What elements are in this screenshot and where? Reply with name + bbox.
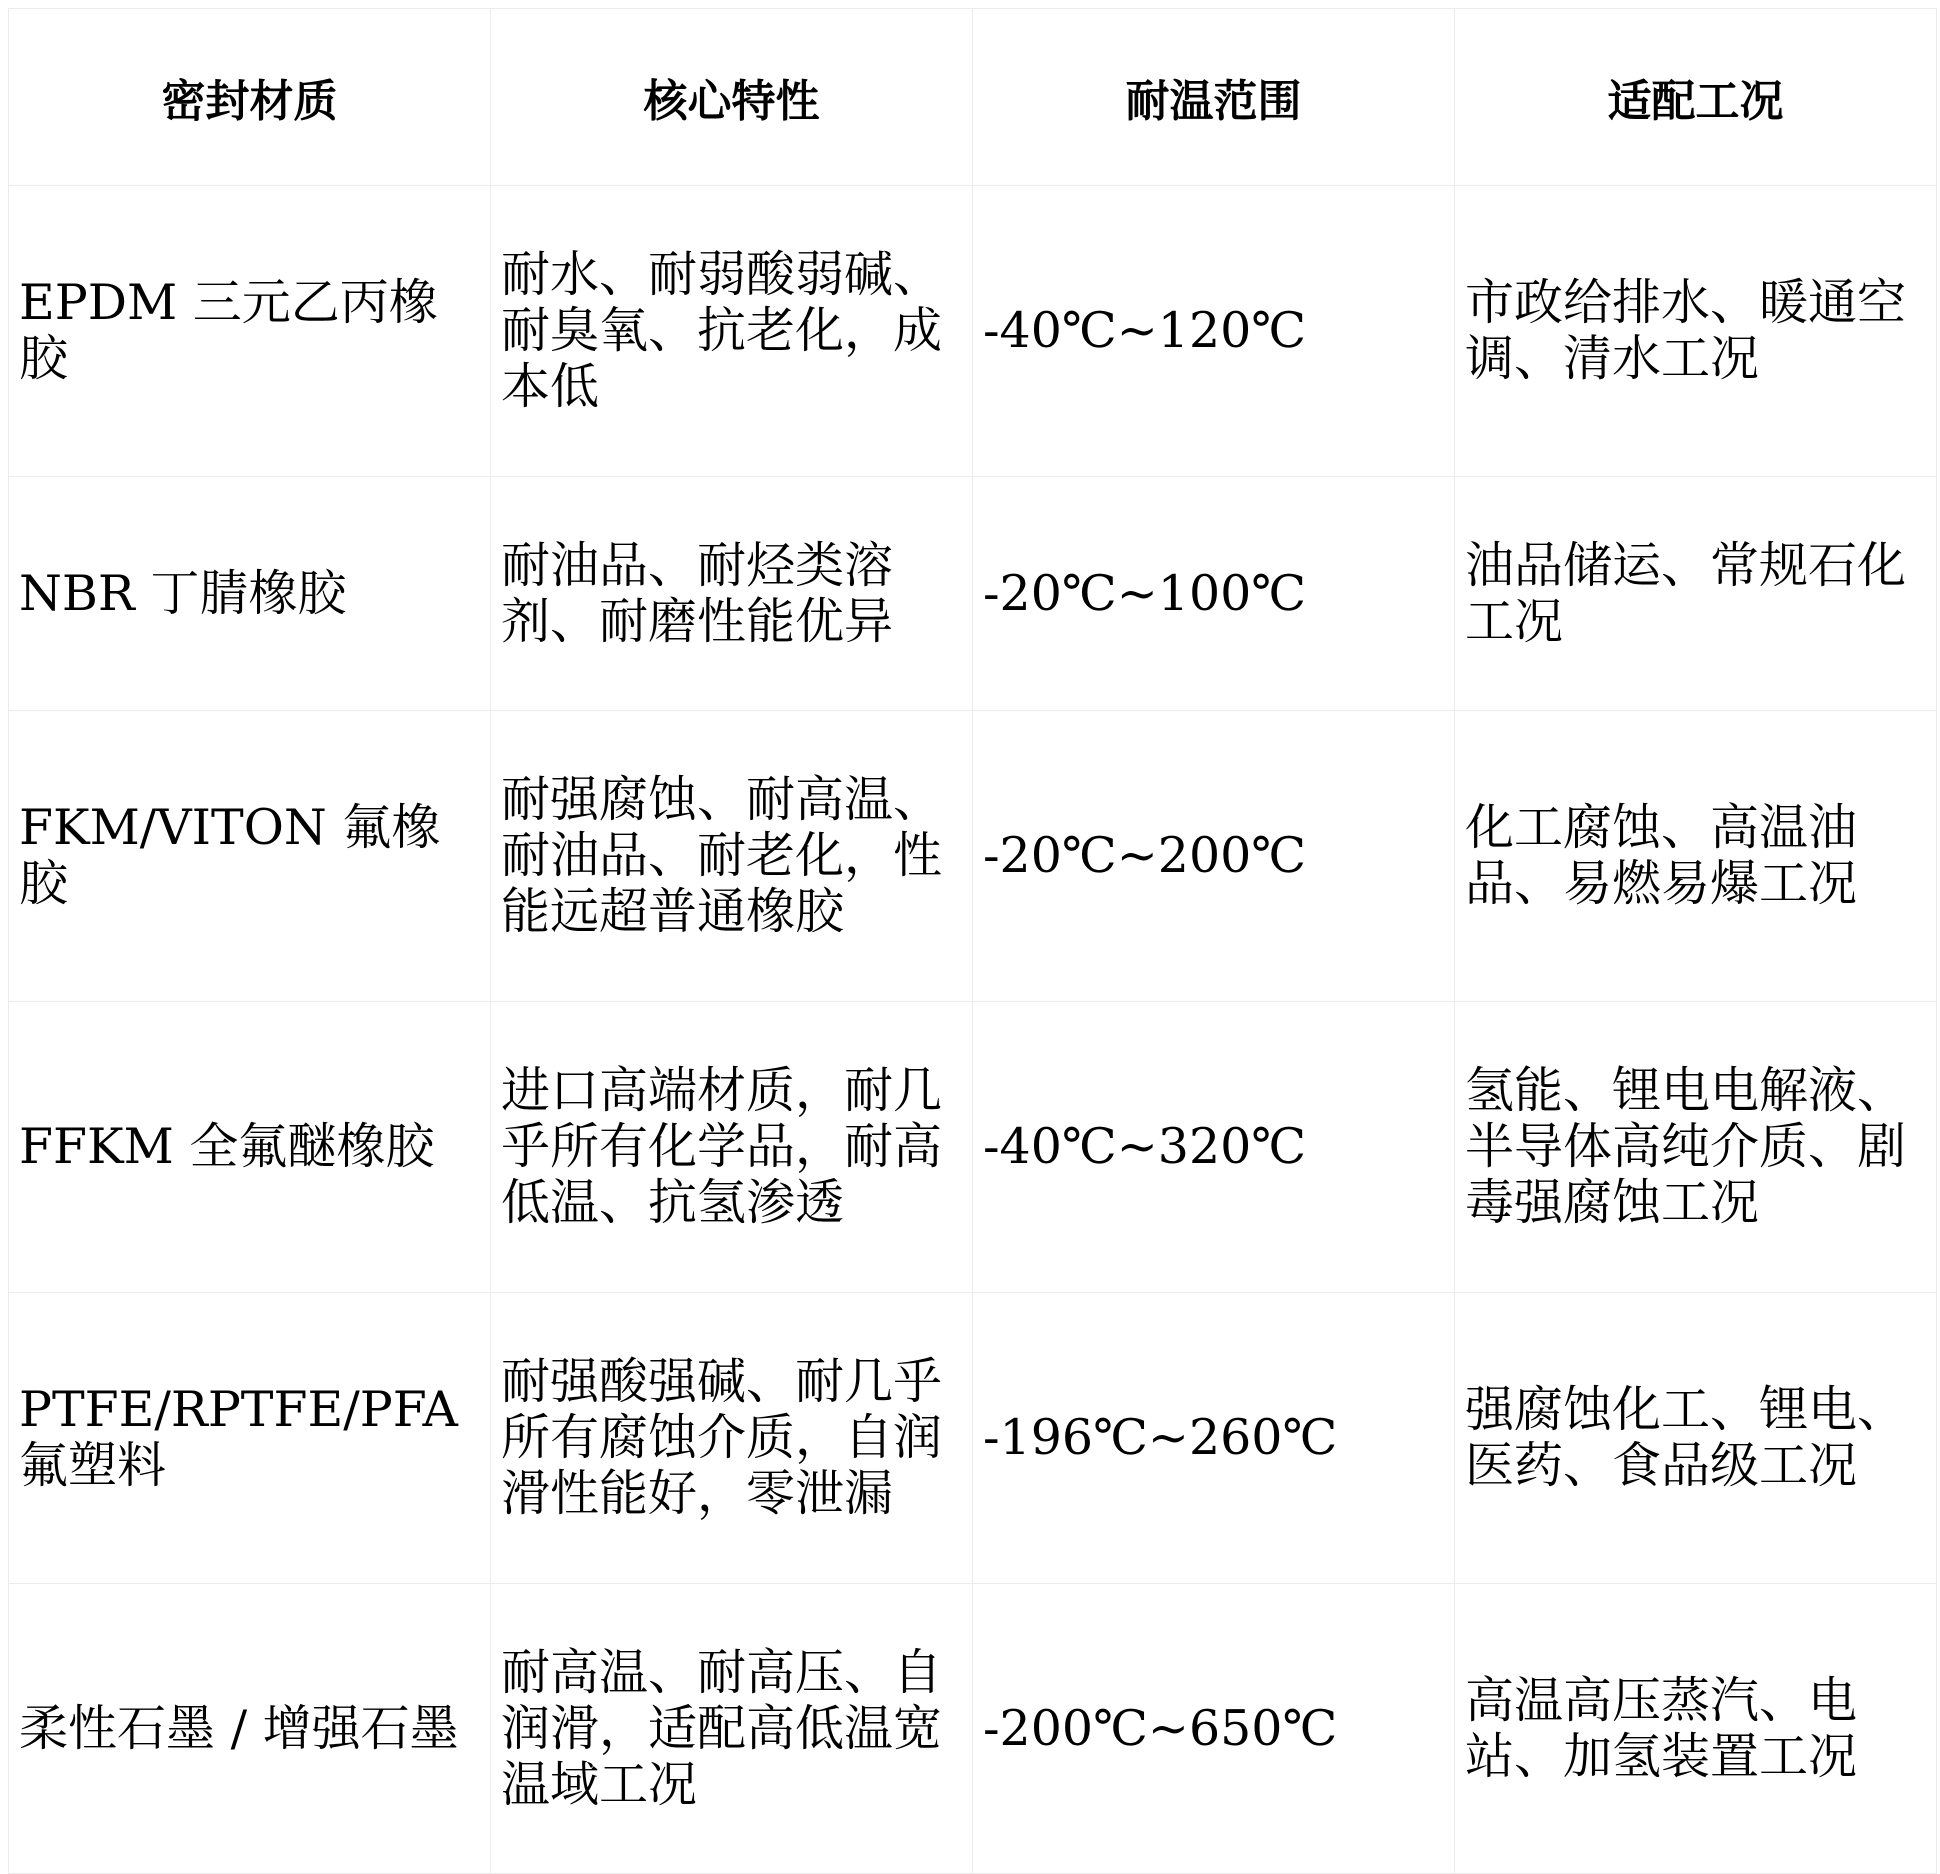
cell-applicable-conditions: 高温高压蒸汽、电站、加氢装置工况 [1455,1584,1937,1874]
cell-applicable-conditions: 市政给排水、暖通空调、清水工况 [1455,186,1937,477]
header-material: 密封材质 [9,9,491,186]
table-row [9,477,1937,711]
cell-temperature-range: -40℃~320℃ [973,1002,1455,1293]
table-row [9,1584,1937,1874]
cell-core-properties: 耐强酸强碱、耐几乎所有腐蚀介质，自润滑性能好，零泄漏 [491,1293,973,1584]
cell-core-properties: 耐高温、耐高压、自润滑，适配高低温宽温域工况 [491,1584,973,1874]
cell-applicable-conditions: 油品储运、常规石化工况 [1455,477,1937,711]
cell-core-properties: 耐水、耐弱酸弱碱、耐臭氧、抗老化，成本低 [491,186,973,477]
cell-applicable-conditions: 强腐蚀化工、锂电、医药、食品级工况 [1455,1293,1937,1584]
cell-material: NBR 丁腈橡胶 [9,477,491,711]
header-core-properties: 核心特性 [491,9,973,186]
cell-temperature-range: -200℃~650℃ [973,1584,1455,1874]
cell-core-properties: 进口高端材质，耐几乎所有化学品，耐高低温、抗氢渗透 [491,1002,973,1293]
cell-core-properties: 耐油品、耐烃类溶剂、耐磨性能优异 [491,477,973,711]
cell-temperature-range: -196℃~260℃ [973,1293,1455,1584]
table-row [9,711,1937,1002]
header-applicable-conditions: 适配工况 [1455,9,1937,186]
cell-material: PTFE/RPTFE/PFA 氟塑料 [9,1293,491,1584]
table-header-row [9,9,1937,186]
cell-temperature-range: -20℃~100℃ [973,477,1455,711]
seal-material-table-page [8,8,1936,1874]
cell-material: FKM/VITON 氟橡胶 [9,711,491,1002]
cell-material: EPDM 三元乙丙橡胶 [9,186,491,477]
cell-applicable-conditions: 氢能、锂电电解液、半导体高纯介质、剧毒强腐蚀工况 [1455,1002,1937,1293]
cell-temperature-range: -20℃~200℃ [973,711,1455,1002]
header-temperature-range: 耐温范围 [973,9,1455,186]
cell-applicable-conditions: 化工腐蚀、高温油品、易燃易爆工况 [1455,711,1937,1002]
seal-material-table [8,8,1937,1874]
cell-material: 柔性石墨 / 增强石墨 [9,1584,491,1874]
cell-material: FFKM 全氟醚橡胶 [9,1002,491,1293]
table-row [9,186,1937,477]
table-row [9,1293,1937,1584]
cell-temperature-range: -40℃~120℃ [973,186,1455,477]
cell-core-properties: 耐强腐蚀、耐高温、耐油品、耐老化，性能远超普通橡胶 [491,711,973,1002]
table-row [9,1002,1937,1293]
